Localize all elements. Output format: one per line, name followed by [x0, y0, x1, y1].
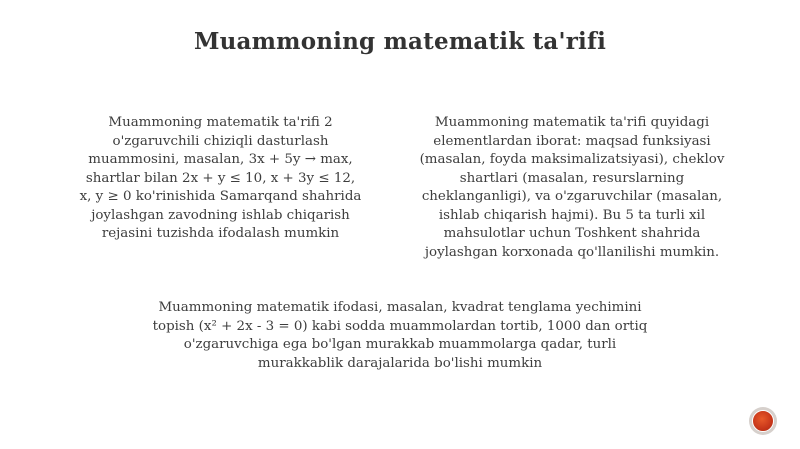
slide-title: Muammoning matematik ta'rifi [193, 28, 607, 55]
paragraph-bottom: Muammoning matematik ifodasi, masalan, kvadrat tenglama yechimini topish (x² + 2x - 3 = 0) kabi sodda muammolardan tortib, 1000 dan ortiq o'zgaruvchiga ega bo'lgan murakkab muammolarga qadar, turli murakkablik darajalarida bo'lishi mumkin [152, 300, 648, 371]
paragraph-left: Muammoning matematik ta'rifi 2 o'zgaruvchili chiziqli dasturlash muammosini, masalan, 3x + 5y → max, shartlar bilan 2x + y ≤ 10, x + 3y ≤ 12, x, y ≥ 0 ko'rinishida Samarqand shahrida joylashgan zavodning ishlab chiqarish rejasini tuzishda ifodalash mumkin [79, 115, 362, 241]
next-slide-button[interactable] [749, 407, 777, 435]
circle-icon [752, 410, 774, 432]
paragraph-right: Muammoning matematik ta'rifi quyidagi elementlardan iborat: maqsad funksiyasi (masalan, foyda maksimalizatsiyasi), cheklov shartlari (masalan, resurslarning cheklanganligi), va o'zgaruvchilar (masalan, ishlab chiqarish hajmi). Bu 5 ta turli xil mahsulotlar uchun Toshkent shahrida joylashgan korxonada qo'llanilishi mumkin. [419, 115, 725, 260]
